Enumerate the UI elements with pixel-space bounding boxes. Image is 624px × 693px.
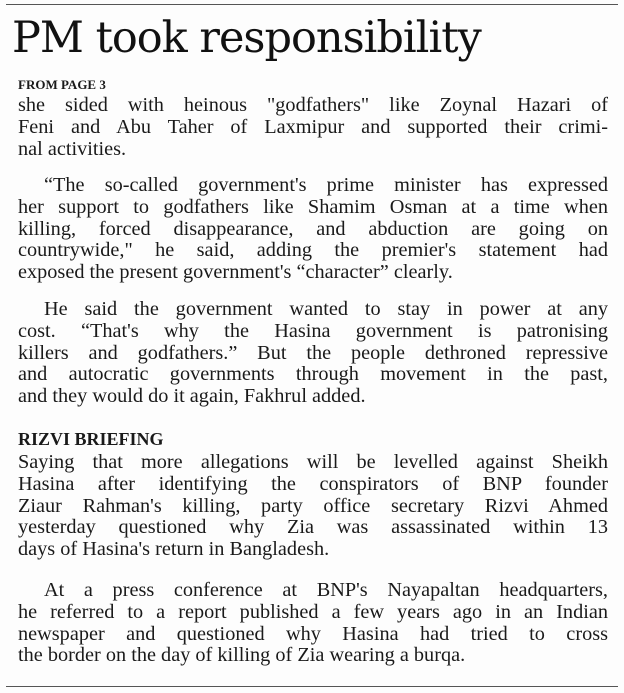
text-line: nal activities. [18, 137, 127, 160]
bottom-rule [6, 686, 618, 687]
text-line: Hasina after identifying the conspirators of BNP founder [18, 472, 608, 495]
headline: PM took responsibility [12, 13, 481, 63]
text-line: At a press conference at BNP's Nayapaltan headquarters, [44, 579, 608, 601]
top-rule [6, 4, 618, 5]
text-line: Ziaur Rahman's killing, party office secretary Rizvi Ahmed [18, 494, 608, 517]
text-line: killing, forced disappearance, and abduction are going on [18, 217, 608, 240]
continued-from-label: FROM PAGE 3 [18, 77, 106, 92]
text-line: her support to godfathers like Shamim Osman at a time when [18, 195, 608, 218]
text-line: killers and godfathers.” But the people dethroned repressive [18, 341, 608, 364]
text-line: yesterday questioned why Zia was assassinated within 13 [18, 516, 608, 539]
text-line: countrywide," he said, adding the premier's statement had [18, 239, 608, 262]
text-line: the border on the day of killing of Zia wearing a burqa. [18, 644, 466, 667]
text-line: Feni and Abu Taher of Laxmipur and supported their crimi- [18, 115, 608, 138]
text-line: days of Hasina's return in Bangladesh. [18, 538, 330, 561]
text-line: “The so-called government's prime minister has expressed [44, 174, 608, 196]
subheading: RIZVI BRIEFING [18, 429, 164, 449]
text-line: and autocratic governments through movement in the past, [18, 363, 608, 386]
text-line: newspaper and questioned why Hasina had tried to cross [18, 622, 608, 645]
text-line: and they would do it again, Fakhrul added. [18, 385, 366, 408]
text-line: cost. “That's why the Hasina government is patronising [18, 319, 608, 342]
paragraph-2 [18, 175, 608, 284]
text-line: Saying that more allegations will be levelled against Sheikh [18, 451, 608, 473]
paragraph-4 [18, 452, 608, 561]
text-line: he referred to a report published a few years ago in an Indian [18, 600, 608, 623]
text-line: He said the government wanted to stay in power at any [44, 298, 608, 320]
paragraph-5 [18, 580, 608, 667]
paragraph-1 [18, 95, 608, 160]
text-line: she sided with heinous "godfathers" like Zoynal Hazari of [18, 94, 608, 116]
text-line: exposed the present government's “character” clearly. [18, 261, 453, 284]
paragraph-3 [18, 299, 608, 408]
